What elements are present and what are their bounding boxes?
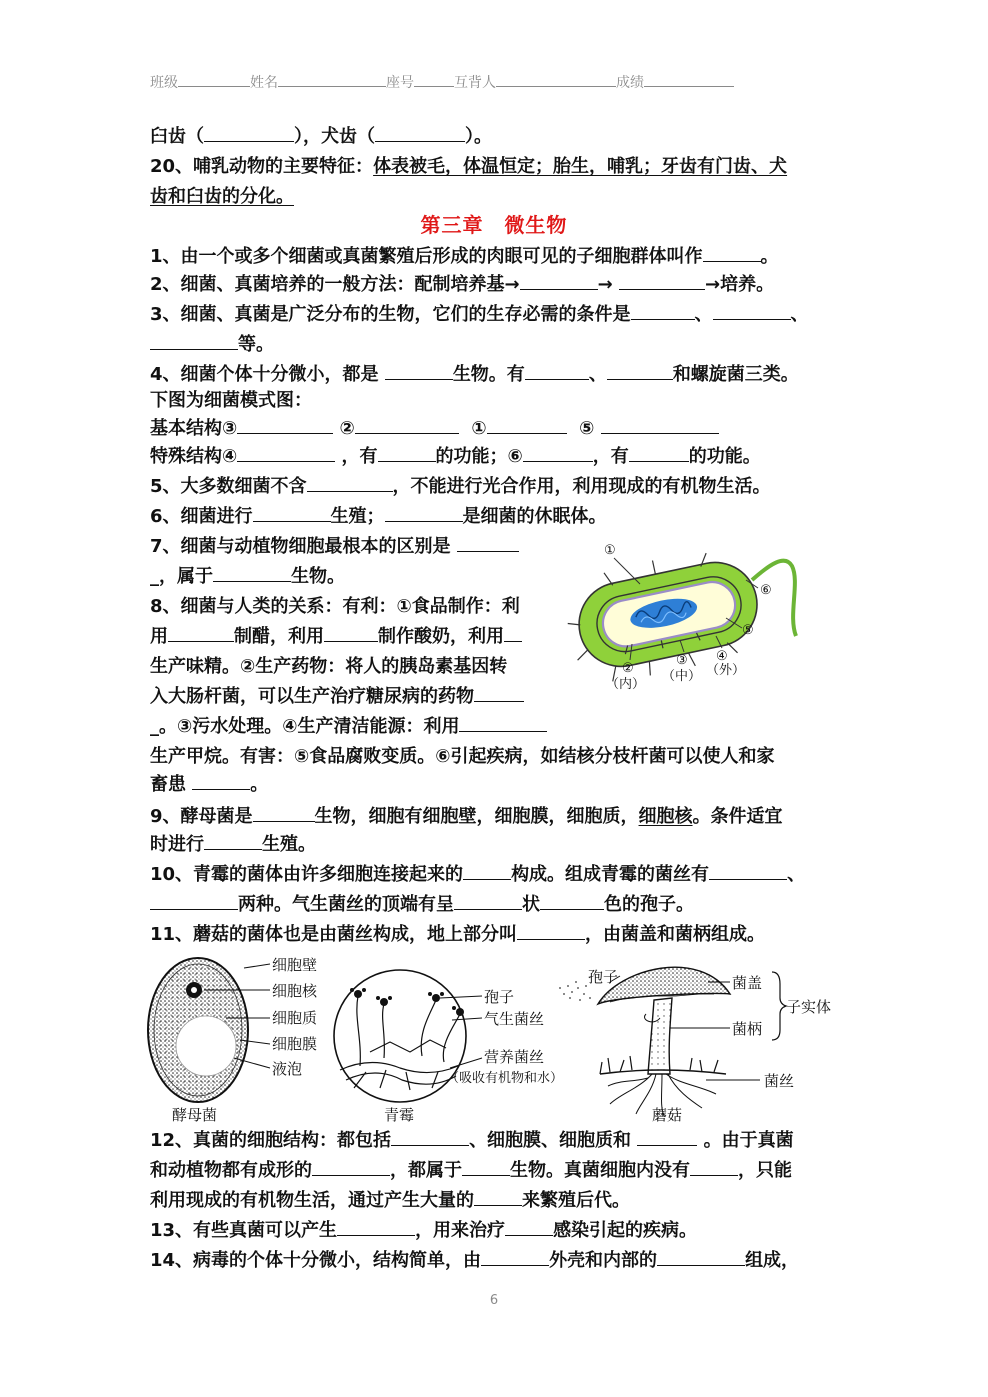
- mushroom-spore-label: 孢子: [588, 968, 619, 986]
- q10-line1: [150, 860, 805, 890]
- blank[interactable]: [629, 443, 689, 462]
- blank[interactable]: [192, 771, 250, 790]
- yeast-vacuole: [176, 1016, 236, 1076]
- text: ，用来治疗: [415, 1220, 506, 1241]
- q9-line2: [150, 830, 316, 860]
- text: 来繁殖后代。: [522, 1190, 630, 1211]
- prev-teeth-line: [150, 122, 492, 152]
- partner-label: 互背人: [454, 75, 496, 91]
- blank[interactable]: [307, 473, 393, 492]
- score-label: 成绩: [616, 75, 644, 91]
- text: _。③污水处理。④生产清洁能源：利用: [150, 716, 460, 737]
- text: 基本结构③: [150, 418, 238, 439]
- blank[interactable]: [324, 623, 378, 642]
- text: 4、细菌个体十分微小，都是: [150, 364, 379, 385]
- yeast-cytoplasm-label: 细胞质: [272, 1009, 318, 1027]
- text: ①: [471, 418, 487, 439]
- text: 13、有些真菌可以产生: [150, 1220, 338, 1241]
- text: 畜患: [150, 774, 186, 795]
- q8-line7: [150, 770, 268, 800]
- text: 。: [250, 774, 269, 795]
- text: ，有: [592, 446, 629, 467]
- q5: [150, 472, 771, 502]
- text: 3、细菌、真菌是广泛分布的生物，它们的生存必需的条件是: [150, 304, 631, 325]
- q3-line1: [150, 300, 809, 330]
- class-blank[interactable]: [178, 72, 250, 87]
- chapter-subtitle: 微生物: [504, 213, 568, 237]
- blank[interactable]: [525, 361, 589, 380]
- q10-line2: [150, 890, 694, 920]
- text: →: [597, 274, 613, 295]
- blank[interactable]: [459, 713, 547, 732]
- blank[interactable]: [253, 503, 331, 522]
- blank[interactable]: [375, 123, 465, 142]
- text: 生物。: [291, 566, 345, 587]
- page-number: 6: [489, 1293, 499, 1308]
- text: 12、真菌的细胞结构：都包括: [150, 1130, 392, 1151]
- text: ）。: [465, 126, 492, 147]
- yeast-nucleus-label: 细胞核: [272, 982, 318, 1000]
- blank[interactable]: [150, 331, 238, 350]
- text: 组成，: [745, 1250, 800, 1271]
- text: 色的孢子。: [604, 894, 694, 915]
- blank[interactable]: [504, 623, 522, 642]
- text: 生产甲烷。有害：⑤食品腐败变质。⑥引起疾病，如结核分枝杆菌可以使人和家: [150, 746, 775, 767]
- text: 9、酵母菌是: [150, 806, 253, 827]
- text: 2、细菌、真菌培养的一般方法：配制培养基→: [150, 274, 520, 295]
- penicillium-note: （吸收有机物和水）: [446, 1071, 564, 1086]
- yeast-membrane-label: 细胞膜: [272, 1035, 318, 1053]
- score-blank[interactable]: [644, 72, 734, 87]
- blank[interactable]: [487, 415, 567, 434]
- blank[interactable]: [237, 443, 335, 462]
- text: 生殖。: [262, 834, 316, 855]
- q20-line1: [150, 152, 787, 182]
- q1: [150, 242, 779, 272]
- basic-structure-line: [150, 414, 719, 444]
- text: 8、细菌与人类的关系：有利：①食品制作：利: [150, 596, 520, 617]
- text: 时进行: [150, 834, 204, 855]
- blank[interactable]: [150, 891, 238, 910]
- text: 、: [790, 304, 809, 325]
- blank[interactable]: [253, 803, 315, 822]
- blank[interactable]: [523, 443, 593, 462]
- blank[interactable]: [378, 443, 436, 462]
- blank[interactable]: [517, 921, 585, 940]
- seat-label: 座号: [386, 75, 414, 91]
- blank[interactable]: [713, 301, 791, 320]
- q12-line3: [150, 1186, 630, 1216]
- text: 特殊结构④: [150, 446, 238, 467]
- q20-answer: 齿和臼齿的分化。: [150, 186, 294, 207]
- blank[interactable]: [474, 1187, 522, 1206]
- q8-line6: [150, 742, 774, 772]
- text: ②: [339, 418, 355, 439]
- blank[interactable]: [204, 831, 262, 850]
- underlined-nucleus: 细胞核: [638, 806, 693, 827]
- label-4: ④: [716, 649, 728, 664]
- blank[interactable]: [481, 1247, 549, 1266]
- q20-prefix: 20、哺乳动物的主要特征：: [150, 156, 374, 177]
- yeast-wall-label: 细胞壁: [272, 956, 318, 974]
- text: →培养。: [704, 274, 775, 295]
- q20-line2: [150, 182, 294, 212]
- partner-blank[interactable]: [496, 72, 616, 87]
- penicillium-aerial-label: 气生菌丝: [484, 1010, 545, 1028]
- blank[interactable]: [312, 1157, 390, 1176]
- text: 。由于真菌: [703, 1130, 794, 1151]
- q20-answer: 体表被毛，体温恒定；胎生，哺乳；牙齿有门齿、犬: [373, 156, 788, 177]
- q4-line2: [150, 386, 312, 416]
- text: ，只能: [738, 1160, 792, 1181]
- text: 的功能。: [688, 446, 761, 467]
- blank[interactable]: [540, 891, 604, 910]
- text: 两种。气生菌丝的顶端有呈: [238, 894, 454, 915]
- text: 等。: [238, 334, 274, 355]
- blank[interactable]: [391, 1127, 469, 1146]
- q3-line2: [150, 330, 274, 360]
- text: 、: [787, 864, 806, 885]
- text: ，都属于: [390, 1160, 462, 1181]
- special-structure-line: [150, 442, 761, 472]
- label-1: ①: [604, 543, 616, 558]
- blank[interactable]: [505, 1217, 553, 1236]
- q13: [150, 1216, 697, 1246]
- blank[interactable]: [463, 861, 511, 880]
- text: 是细菌的休眠体。: [462, 506, 607, 527]
- text: ，不能进行光合作用，利用现成的有机物生活。: [392, 476, 771, 497]
- yeast-caption: 酵母菌: [172, 1106, 218, 1124]
- label-middle: （中）: [662, 669, 702, 684]
- text: 和动植物都有成形的: [150, 1160, 312, 1181]
- chapter-title: 第三章: [420, 213, 484, 237]
- blank[interactable]: [690, 1157, 738, 1176]
- bacteria-model-figure: [560, 536, 820, 696]
- mushroom-cap-label: 菌盖: [732, 974, 763, 992]
- mushroom-stalk: [648, 998, 672, 1074]
- mushroom-drawing: [559, 967, 730, 1116]
- blank[interactable]: [462, 1157, 510, 1176]
- q8-line1: [150, 592, 520, 622]
- text: 状: [522, 894, 540, 915]
- text: 构成。组成青霉的菌丝有: [511, 864, 710, 885]
- blank[interactable]: [607, 361, 673, 380]
- label-inner: （内）: [606, 677, 646, 692]
- q8-line4: [150, 682, 524, 712]
- blank[interactable]: [355, 415, 459, 434]
- text: 臼齿（: [150, 126, 204, 147]
- text: 7、细菌与动植物细胞最根本的区别是: [150, 536, 451, 557]
- text: 制醋，利用: [234, 626, 324, 647]
- blank[interactable]: [204, 123, 294, 142]
- blank[interactable]: [657, 1247, 745, 1266]
- label-5: ⑤: [742, 623, 754, 638]
- blank[interactable]: [213, 563, 291, 582]
- blank[interactable]: [337, 1217, 415, 1236]
- seat-blank[interactable]: [414, 72, 454, 87]
- fungi-figure: [140, 948, 860, 1128]
- text: ），犬齿（: [294, 126, 375, 147]
- q12-line2: [150, 1156, 792, 1186]
- text: 下图为细菌模式图：: [150, 390, 312, 411]
- q11: [150, 920, 765, 950]
- text: 生物。有: [452, 364, 525, 385]
- mushroom-hyphae-label: 菌丝: [764, 1072, 795, 1090]
- text: 、: [588, 364, 607, 385]
- name-label: 姓名: [250, 75, 278, 91]
- blank[interactable]: [601, 415, 719, 434]
- q8-line3: [150, 652, 507, 682]
- blank[interactable]: [168, 623, 234, 642]
- text: _，属于: [150, 566, 213, 587]
- q2: [150, 270, 774, 300]
- blank[interactable]: [385, 503, 463, 522]
- q8-line2: [150, 622, 522, 652]
- blank[interactable]: [631, 301, 695, 320]
- penicillium-caption: 青霉: [384, 1106, 415, 1124]
- text: ，由菌盖和菌柄组成。: [585, 924, 766, 945]
- text: 14、病毒的个体十分微小，结构简单，由: [150, 1250, 482, 1271]
- text: 入大肠杆菌，可以生产治疗糖尿病的药物: [150, 686, 474, 707]
- blank[interactable]: [520, 271, 598, 290]
- mushroom-fruit-body-label: 子实体: [786, 998, 832, 1016]
- q9-line1: [150, 802, 783, 832]
- blank[interactable]: [457, 533, 519, 552]
- text: 1、由一个或多个细菌或真菌繁殖后形成的肉眼可见的子细胞群体叫作: [150, 246, 703, 267]
- text: 11、蘑菇的菌体也是由菌丝构成，地上部分叫: [150, 924, 518, 945]
- blank[interactable]: [385, 361, 453, 380]
- label-3: ③: [676, 653, 688, 668]
- text: 、: [694, 304, 713, 325]
- text: 的功能；⑥: [435, 446, 523, 467]
- q8-line5: [150, 712, 547, 742]
- text: 生产味精。②生产药物：将人的胰岛素基因转: [150, 656, 508, 677]
- blank[interactable]: [709, 861, 787, 880]
- text: ⑤: [579, 418, 595, 439]
- label-2: ②: [622, 661, 634, 676]
- q7-line2: [150, 562, 345, 592]
- name-blank[interactable]: [278, 72, 386, 87]
- q12-line1: [150, 1126, 794, 1156]
- q14: [150, 1246, 799, 1276]
- text: 生物。真菌细胞内没有: [510, 1160, 690, 1181]
- text: 利用现成的有机物生活，通过产生大量的: [150, 1190, 474, 1211]
- text: 生物，细胞有细胞壁，细胞膜，细胞质，: [314, 806, 639, 827]
- blank[interactable]: [454, 891, 522, 910]
- text: 外壳和内部的: [549, 1250, 658, 1271]
- q7-line1: [150, 532, 519, 562]
- blank[interactable]: [703, 243, 761, 262]
- student-info-header: [150, 72, 850, 94]
- q6: [150, 502, 607, 532]
- blank[interactable]: [474, 683, 524, 702]
- blank[interactable]: [637, 1127, 697, 1146]
- chapter-heading: [0, 210, 988, 240]
- text: 用: [150, 626, 168, 647]
- text: 。条件适宜: [692, 806, 783, 827]
- text: 感染引起的疾病。: [553, 1220, 698, 1241]
- text: 、细胞膜、细胞质和: [469, 1130, 632, 1151]
- text: 生殖；: [330, 506, 385, 527]
- blank[interactable]: [237, 415, 333, 434]
- flagellum: [752, 561, 796, 636]
- label-6: ⑥: [760, 583, 772, 598]
- text: 5、大多数细菌不含: [150, 476, 307, 497]
- yeast-vacuole-label: 液泡: [272, 1060, 303, 1078]
- text: ，有: [341, 446, 378, 467]
- penicillium-spore-label: 孢子: [484, 988, 515, 1006]
- label-outer: （外）: [706, 663, 746, 678]
- penicillium-vegetative-label: 营养菌丝: [484, 1048, 545, 1066]
- text: 6、细菌进行: [150, 506, 253, 527]
- text: 。: [760, 246, 779, 267]
- text: 10、青霉的菌体由许多细胞连接起来的: [150, 864, 464, 885]
- blank[interactable]: [619, 271, 705, 290]
- mushroom-caption: 蘑菇: [652, 1106, 683, 1124]
- mushroom-stalk-label: 菌柄: [732, 1020, 763, 1038]
- yeast-cell: [148, 958, 248, 1102]
- class-label: 班级: [150, 75, 178, 91]
- text: 和螺旋菌三类。: [672, 364, 799, 385]
- text: 制作酸奶，利用: [378, 626, 504, 647]
